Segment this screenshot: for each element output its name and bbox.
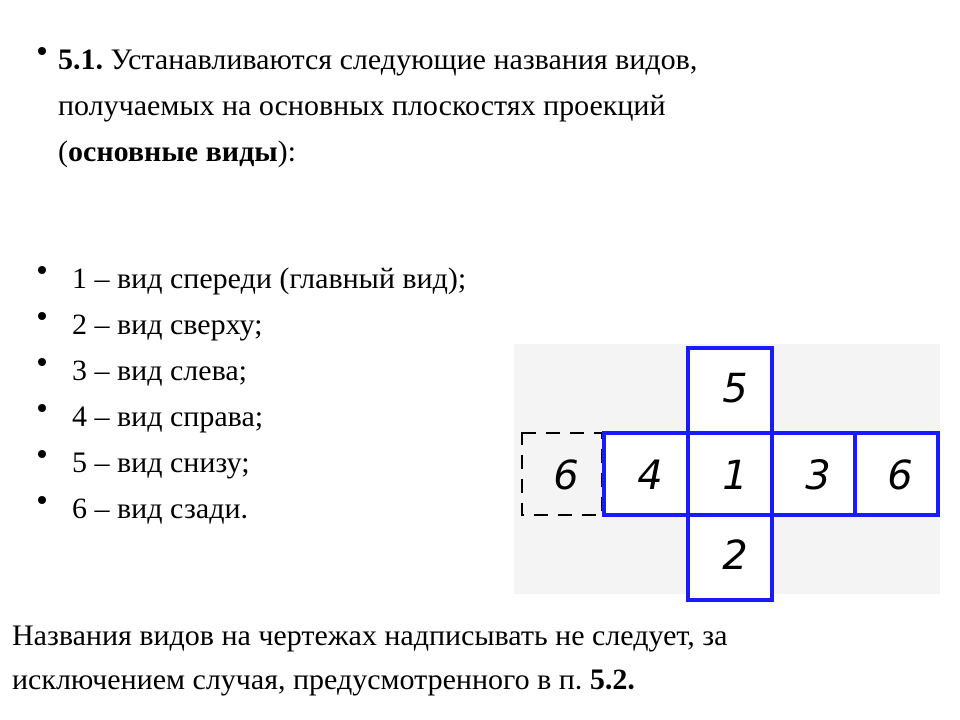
section-number: 5.1. bbox=[58, 43, 103, 76]
note-text-2: исключением случая, предусмотренного в п. bbox=[12, 663, 590, 696]
label-dashed-left: 6 bbox=[553, 453, 579, 499]
note-line-2 bbox=[12, 662, 635, 698]
bold-term: основные виды bbox=[68, 135, 278, 168]
label-center: 1 bbox=[722, 453, 748, 499]
intro-text-1: Устанавливаются следующие названия видов, bbox=[103, 43, 698, 76]
label-left: 4 bbox=[637, 453, 663, 499]
paren-open: ( bbox=[58, 135, 68, 168]
view-item-5: 5 – вид снизу; bbox=[72, 446, 250, 479]
paren-close: ): bbox=[277, 135, 296, 168]
label-far-right: 6 bbox=[887, 453, 913, 499]
view-item-6: 6 – вид сзади. bbox=[72, 492, 249, 525]
note-ref: 5.2. bbox=[589, 663, 635, 696]
view-item-1: 1 – вид спереди (главный вид); bbox=[72, 262, 467, 295]
view-item-2: 2 – вид сверху; bbox=[72, 308, 263, 341]
view-item-4: 4 – вид справа; bbox=[72, 400, 264, 433]
intro-line-2: получаемых на основных плоскостях проекций bbox=[58, 89, 666, 122]
view-item-3: 3 – вид слева; bbox=[72, 354, 248, 387]
label-top: 5 bbox=[722, 366, 748, 412]
label-right: 3 bbox=[805, 453, 831, 499]
note-line-1: Названия видов на чертежах надписывать не следует, за bbox=[12, 619, 728, 652]
label-bottom: 2 bbox=[722, 533, 748, 579]
